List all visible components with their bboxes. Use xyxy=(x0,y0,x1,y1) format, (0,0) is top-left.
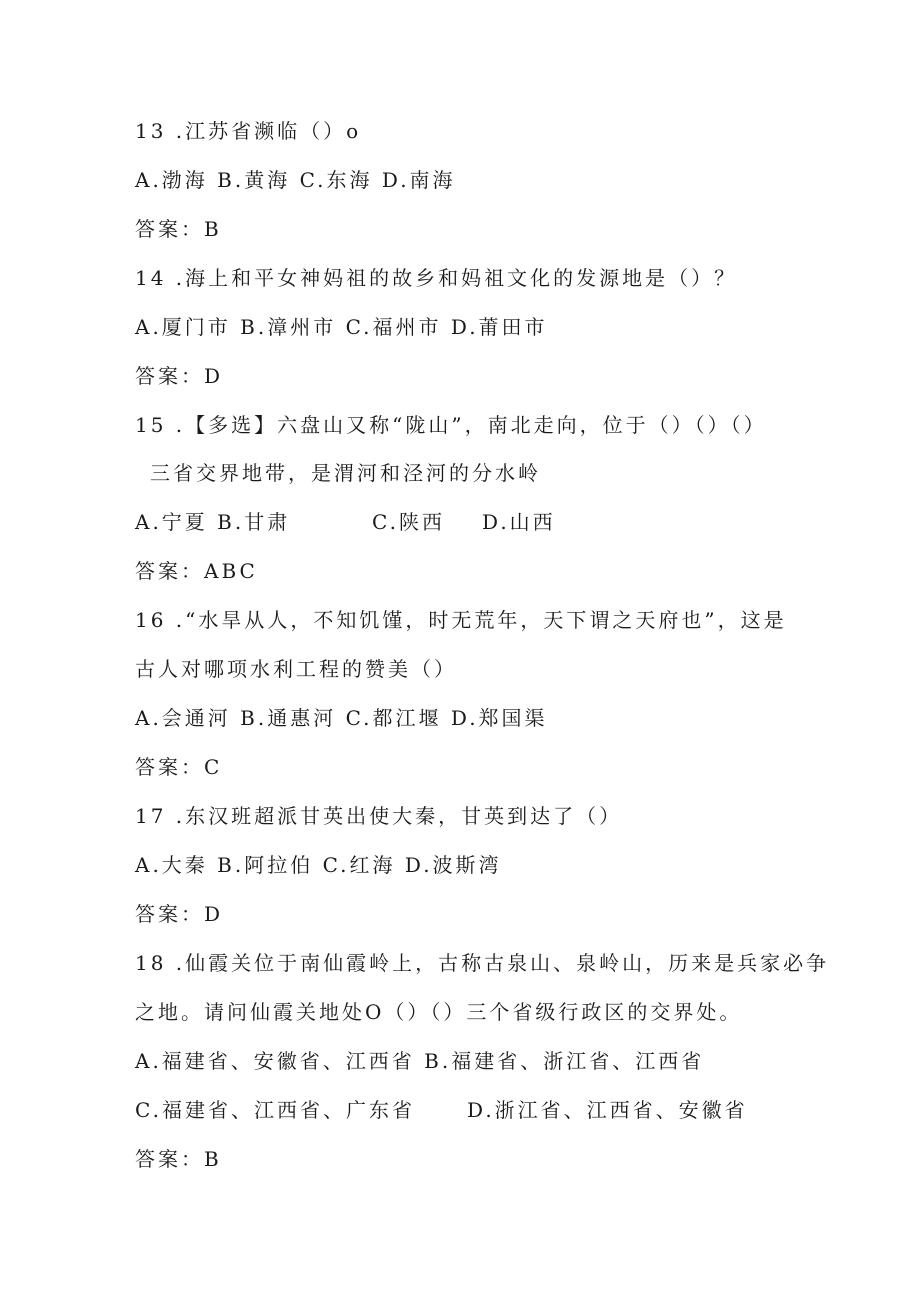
question-17-stem: 17 .东汉班超派甘英出使大秦，甘英到达了（） xyxy=(135,804,623,828)
question-18-option-d: D.浙江省、江西省、安徽省 xyxy=(467,1098,748,1122)
question-16-answer: 答案：C xyxy=(135,755,223,779)
question-15-stem: 15 .【多选】六盘山又称“陇山”，南北走向，位于（）（）（） xyxy=(135,413,767,437)
question-18-answer: 答案：B xyxy=(135,1147,222,1171)
question-18-stem-continued: 之地。请问仙霞关地处O（）（）三个省级行政区的交界处。 xyxy=(135,1000,743,1024)
question-13-options: A.渤海 B.黄海 C.东海 D.南海 xyxy=(135,168,456,192)
question-18-options-ab: A.福建省、安徽省、江西省 B.福建省、浙江省、江西省 xyxy=(135,1049,705,1073)
question-17-answer: 答案：D xyxy=(135,902,224,926)
question-13-stem: 13 .江苏省濒临（）o xyxy=(135,119,362,143)
question-15-option-d: D.山西 xyxy=(482,510,556,534)
question-15-option-c: C.陕西 xyxy=(372,510,445,534)
question-17-options: A.大秦 B.阿拉伯 C.红海 D.波斯湾 xyxy=(135,853,502,877)
question-18-stem: 18 .仙霞关位于南仙霞岭上，古称古泉山、泉岭山，历来是兵家必争 xyxy=(135,951,830,975)
question-15-answer: 答案：ABC xyxy=(135,559,258,583)
question-16-stem: 16 .“水旱从人，不知饥馑，时无荒年，天下谓之天府也”，这是 xyxy=(135,608,787,632)
question-14-stem: 14 .海上和平女神妈祖的故乡和妈祖文化的发源地是（）？ xyxy=(135,266,738,290)
question-13-answer: 答案：B xyxy=(135,217,222,241)
question-16-stem-continued: 古人对哪项水利工程的赞美（） xyxy=(135,657,457,681)
question-15-stem-continued: 三省交界地带，是渭河和泾河的分水岭 xyxy=(150,461,541,485)
question-18-option-c: C.福建省、江西省、广东省 xyxy=(135,1098,415,1122)
question-16-options: A.会通河 B.通惠河 C.都江堰 D.郑国渠 xyxy=(135,706,548,730)
question-14-options: A.厦门市 B.漳州市 C.福州市 D.莆田市 xyxy=(135,315,548,339)
question-14-answer: 答案：D xyxy=(135,364,224,388)
question-15-options-ab: A.宁夏 B.甘肃 xyxy=(135,510,291,534)
